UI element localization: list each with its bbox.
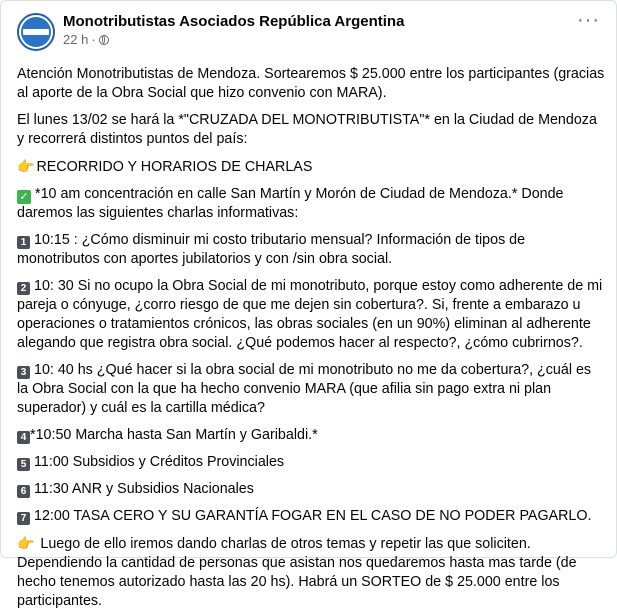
- keycap-5-icon: 5: [17, 458, 30, 471]
- post-paragraph: 👉 RECORRIDO Y HORARIOS DE CHARLAS: [17, 158, 313, 175]
- post-paragraph: 1 10:15 : ¿Cómo disminuir mi costo tributario mensual? Información de tipos de monotributos con aportes jubilatorios y con /sin obra social.: [17, 232, 526, 267]
- keycap-3-icon: 3: [17, 366, 30, 379]
- post-subline: [63, 32, 404, 48]
- keycap-6-icon: 6: [17, 485, 30, 498]
- more-options-icon[interactable]: ···: [577, 9, 600, 31]
- post-paragraph: 👉 Luego de ello iremos dando charlas de otros temas y repetir las que soliciten. Dependiendo la cantidad de personas que asistan nos quedaremos hasta mas tarde (de hecho tenemos autorizado hasta las 20 hs). Habrá un SORTEO de $ 25.000 entre los participantes.: [17, 535, 577, 609]
- post-paragraph: 6 11:30 ANR y Subsidios Nacionales: [17, 480, 605, 499]
- post-paragraph: Atención Monotributistas de Mendoza. Sortearemos $ 25.000 entre los participantes (gracias al aporte de la Obra Social que hizo convenio con MARA).: [17, 66, 605, 101]
- keycap-7-icon: 7: [17, 512, 30, 525]
- post-paragraph: 5 11:00 Subsidios y Créditos Provinciales: [17, 453, 605, 472]
- post-paragraph: ✓ *10 am concentración en calle San Martín y Morón de Ciudad de Mendoza.* Donde daremos las siguientes charlas informativas:: [17, 186, 564, 221]
- separator-dot: ·: [91, 32, 96, 47]
- post-paragraph: 3 10: 40 hs ¿Qué hacer si la obra social de mi monotributo no me da cobertura?, ¿cuál es la Obra Social con la que ha hecho convenio MARA (que afilia sin pago extra ni plan superador) y cuál es la cartilla médica?: [17, 362, 592, 416]
- post-paragraph: 2 10: 30 Si no ocupo la Obra Social de mi monotributo, porque estoy como adherente de mi pareja o cónyuge, ¿corro riesgo de que me dejen sin cobertura?. Si, frente a embarazo u operaciones o tratamientos crónicos, las obras sociales (en un 90%) eliminan al adherente alegando que registra obra social. ¿Qué podemos hacer al respecto?, ¿cómo cubrirnos?.: [17, 278, 603, 351]
- check-mark-button-icon: ✓: [17, 190, 31, 204]
- post-paragraph: El lunes 13/02 se hará la *"CRUZADA DEL MONOTRIBUTISTA"* en la Ciudad de Mendoza y recorrerá distintos puntos del país:: [17, 112, 597, 147]
- post-header: [17, 11, 600, 57]
- backhand-index-pointing-right-icon: 👉: [17, 158, 35, 174]
- backhand-index-pointing-right-icon: 👉: [17, 535, 35, 551]
- keycap-1-icon: 1: [17, 236, 30, 249]
- page-name-link[interactable]: Monotributistas Asociados República Argentina: [63, 13, 405, 30]
- post-time-link[interactable]: 22 h: [63, 32, 89, 47]
- post-paragraph: 7 12:00 TASA CERO Y SU GARANTÍA FOGAR EN EL CASO DE NO PODER PAGARLO.: [17, 507, 605, 526]
- post-paragraph: 4 *10:50 Marcha hasta San Martín y Garibaldi.*: [17, 426, 605, 445]
- keycap-4-icon: 4: [17, 431, 30, 444]
- post-meta: [63, 11, 404, 48]
- keycap-2-icon: 2: [17, 282, 30, 295]
- avatar-logo-icon: [21, 17, 51, 47]
- post-body: [17, 65, 605, 611]
- globe-icon[interactable]: [99, 35, 109, 45]
- page-avatar[interactable]: [17, 13, 55, 51]
